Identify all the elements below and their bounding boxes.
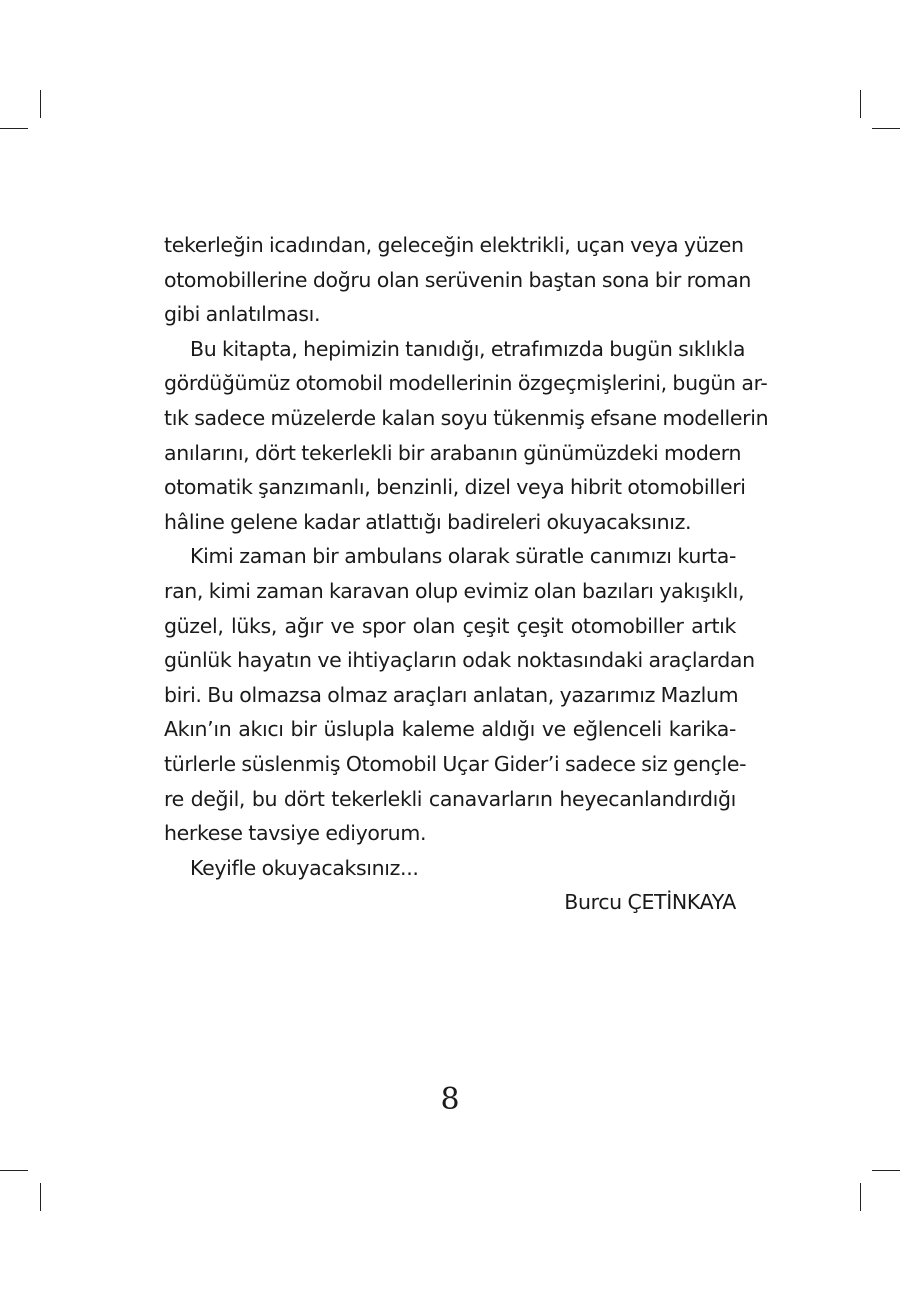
text-line: türlerle süslenmiş Otomobil Uçar Gider’i sadece siz gençle- xyxy=(164,751,747,776)
crop-mark-bottom-left-v xyxy=(40,1183,41,1211)
text-line: Bu kitapta, hepimizin tanıdığı, etrafımızda bugün sıklıkla xyxy=(190,336,746,361)
text-line: hâline gelene kadar atlattığı badireleri okuyacaksınız. xyxy=(164,509,692,534)
body-text xyxy=(164,228,769,920)
crop-mark-bottom-right-v xyxy=(860,1183,861,1211)
text-line: re değil, bu dört tekerlekli canavarların heyecanlandırdığı xyxy=(164,786,736,811)
text-line: biri. Bu olmazsa olmaz araçları anlatan, yazarımız Mazlum xyxy=(164,682,739,707)
text-line: tekerleğin icadından, geleceğin elektrikli, uçan veya yüzen xyxy=(164,233,744,257)
crop-mark-top-right-h xyxy=(872,128,900,129)
crop-mark-bottom-left-h xyxy=(0,1170,28,1171)
text-line: Akın’ın akıcı bir üslupla kaleme aldığı ve eğlenceli karika- xyxy=(164,717,736,742)
text-line: gördüğümüz otomobil modellerinin özgeçmişlerini, bugün ar- xyxy=(164,371,768,396)
signature: Burcu ÇETİNKAYA xyxy=(564,890,736,915)
crop-mark-top-left-v xyxy=(40,90,41,118)
text-line: Kimi zaman bir ambulans olarak süratle canımızı kurta- xyxy=(190,544,736,569)
text-line: otomatik şanzımanlı, benzinli, dizel veya hibrit otomobilleri xyxy=(164,475,746,500)
crop-mark-top-right-v xyxy=(860,90,861,118)
crop-mark-top-left-h xyxy=(0,128,28,129)
crop-mark-bottom-right-h xyxy=(872,1170,900,1171)
page-number: 8 xyxy=(440,1082,460,1117)
text-line: gibi anlatılması. xyxy=(164,302,321,327)
text-line: günlük hayatın ve ihtiyaçların odak noktasındaki araçlardan xyxy=(164,648,755,673)
text-line: ran, kimi zaman karavan olup evimiz olan bazıları yakışıklı, xyxy=(164,578,745,603)
text-line: güzel, lüks, ağır ve spor olan çeşit çeşit otomobiller artık xyxy=(164,613,736,638)
text-line: herkese tavsiye ediyorum. xyxy=(164,821,427,846)
text-line: Keyifle okuyacaksınız... xyxy=(190,855,419,880)
text-line: otomobillerine doğru olan serüvenin baştan sona bir roman xyxy=(164,267,751,292)
text-line: anılarını, dört tekerlekli bir arabanın günümüzdeki modern xyxy=(164,440,742,465)
text-line: tık sadece müzelerde kalan soyu tükenmiş efsane modellerin xyxy=(164,405,769,430)
